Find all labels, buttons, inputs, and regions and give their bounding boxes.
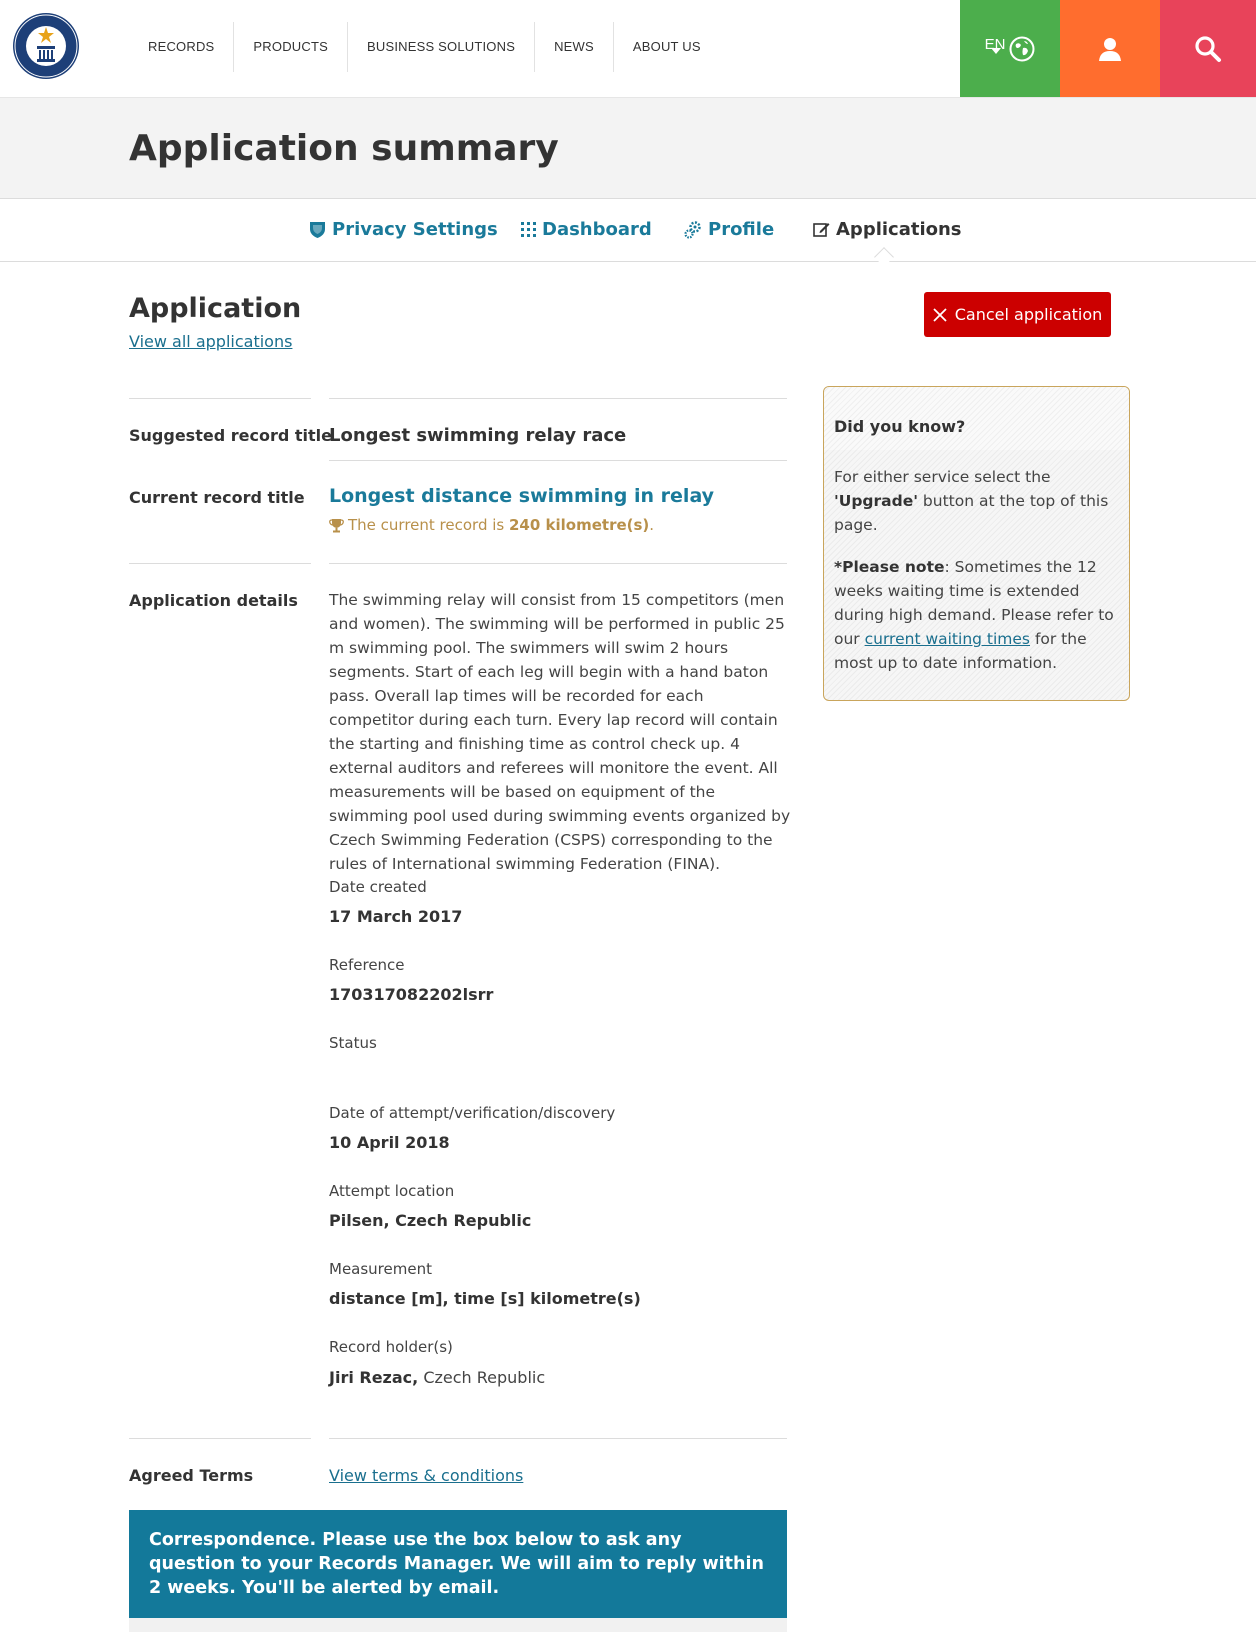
suggested-title-value: Longest swimming relay race — [329, 425, 627, 446]
did-you-know-title: Did you know? — [834, 417, 966, 436]
attempt-date-label: Date of attempt/verification/discovery — [329, 1104, 616, 1122]
globe-icon — [1009, 36, 1035, 62]
cancel-application-label: Cancel application — [954, 305, 1103, 324]
site-header — [0, 0, 1256, 97]
close-icon — [933, 308, 947, 322]
divider — [329, 460, 787, 461]
guinness-logo-icon[interactable] — [12, 12, 80, 80]
application-details-label: Application details — [129, 591, 298, 610]
account-subnav — [0, 199, 1256, 262]
view-all-applications-link[interactable]: View all applications — [129, 332, 293, 351]
current-record-info — [329, 516, 654, 534]
page-title: Application summary — [129, 128, 559, 169]
measurement-value: distance [m], time [s] kilometre(s) — [329, 1289, 641, 1308]
reference-label: Reference — [329, 956, 405, 974]
upgrade-text-c: button at the top of this page. — [834, 492, 1109, 534]
correspondence-box[interactable] — [129, 1618, 787, 1632]
cancel-application-button[interactable] — [924, 292, 1111, 337]
trophy-icon — [329, 518, 344, 533]
measurement-label: Measurement — [329, 1260, 432, 1278]
status-label: Status — [329, 1034, 377, 1052]
application-heading: Application — [129, 293, 302, 324]
language-label: EN — [984, 36, 1006, 53]
divider — [129, 398, 311, 399]
divider — [129, 1438, 311, 1439]
did-you-know-note-text — [834, 555, 1126, 675]
nav-news[interactable]: NEWS — [535, 22, 614, 72]
nav-about-us[interactable]: ABOUT US — [632, 39, 701, 54]
agreed-terms-label: Agreed Terms — [129, 1466, 254, 1485]
current-title-label: Current record title — [129, 488, 305, 507]
tab-profile[interactable] — [684, 219, 774, 240]
title-band — [0, 97, 1256, 199]
suggested-title-label: Suggested record title — [129, 426, 332, 445]
user-icon — [1096, 35, 1124, 63]
grid-icon — [521, 222, 536, 237]
gears-icon — [684, 221, 702, 239]
divider — [329, 1438, 787, 1439]
correspondence-banner: Correspondence. Please use the box below to ask any question to your Records Manager. We will aim to reply within 2 weeks. You'll be alerted by email. — [129, 1510, 787, 1618]
view-terms-link[interactable]: View terms & conditions — [329, 1466, 524, 1485]
current-record-prefix: The current record is — [348, 516, 505, 534]
language-button[interactable] — [960, 0, 1060, 97]
record-holder-value — [329, 1368, 545, 1387]
upgrade-text-b: 'Upgrade' — [834, 492, 918, 510]
user-account-button[interactable] — [1060, 0, 1160, 97]
note-text-c: for the most up to date information. — [834, 630, 1087, 672]
divider — [329, 563, 787, 564]
upgrade-text-a: For either service select the — [834, 468, 1051, 486]
search-icon — [1194, 35, 1222, 63]
caret-down-icon — [991, 48, 1001, 54]
attempt-location-label: Attempt location — [329, 1182, 455, 1200]
shield-icon — [309, 220, 326, 239]
attempt-date-value: 10 April 2018 — [329, 1133, 450, 1152]
tab-dashboard[interactable] — [521, 219, 652, 240]
note-text-a: *Please note — [834, 558, 945, 576]
nav-business-solutions[interactable]: BUSINESS SOLUTIONS — [348, 22, 535, 72]
tab-applications-label: Applications — [836, 219, 962, 240]
nav-products[interactable]: PRODUCTS — [234, 22, 348, 72]
note-text-b: : Sometimes the 12 weeks waiting time is extended during high demand. Please refer to our — [834, 558, 1114, 648]
tab-profile-label: Profile — [708, 219, 775, 240]
attempt-location-value: Pilsen, Czech Republic — [329, 1211, 532, 1230]
tab-dashboard-label: Dashboard — [542, 219, 652, 240]
record-holder-name: Jiri Rezac, — [329, 1368, 419, 1387]
nav-records[interactable]: RECORDS — [128, 22, 234, 72]
divider — [129, 563, 311, 564]
main-nav — [128, 22, 720, 72]
current-record-suffix: . — [649, 516, 655, 534]
divider — [329, 398, 787, 399]
record-holder-country: Czech Republic — [423, 1368, 546, 1387]
application-details-text: The swimming relay will consist from 15 competitors (men and women). The swimming will be performed in public 25 m swimming pool. The swimmers will swim 2 hours segments. Start of each leg will begin with a hand baton pass. Overall lap times will be recorded for each competitor during each turn. Every lap record will contain the starting and finishing time as control check up. 4 external auditors and referees will monitore the event. All measurements will be based on equipment of the swimming pool used during swimming events organized by Czech Swimming Federation (CSPS) corresponding to the rules of International swimming Federation (FINA). — [329, 591, 791, 873]
current-record-value: 240 kilometre(s) — [509, 516, 650, 534]
tab-privacy-settings-label: Privacy Settings — [332, 219, 498, 240]
current-waiting-times-link[interactable]: current waiting times — [864, 630, 1031, 648]
search-button[interactable] — [1160, 0, 1256, 97]
edit-icon — [813, 221, 830, 238]
tab-applications[interactable] — [813, 219, 962, 240]
date-created-label: Date created — [329, 878, 427, 896]
date-created-value: 17 March 2017 — [329, 907, 463, 926]
did-you-know-upgrade-text — [834, 465, 1124, 537]
reference-value: 170317082202lsrr — [329, 985, 494, 1004]
current-record-title-link[interactable]: Longest distance swimming in relay — [329, 485, 715, 507]
tab-privacy-settings[interactable] — [309, 219, 498, 240]
record-holder-label: Record holder(s) — [329, 1338, 453, 1356]
did-you-know-box — [823, 386, 1130, 701]
